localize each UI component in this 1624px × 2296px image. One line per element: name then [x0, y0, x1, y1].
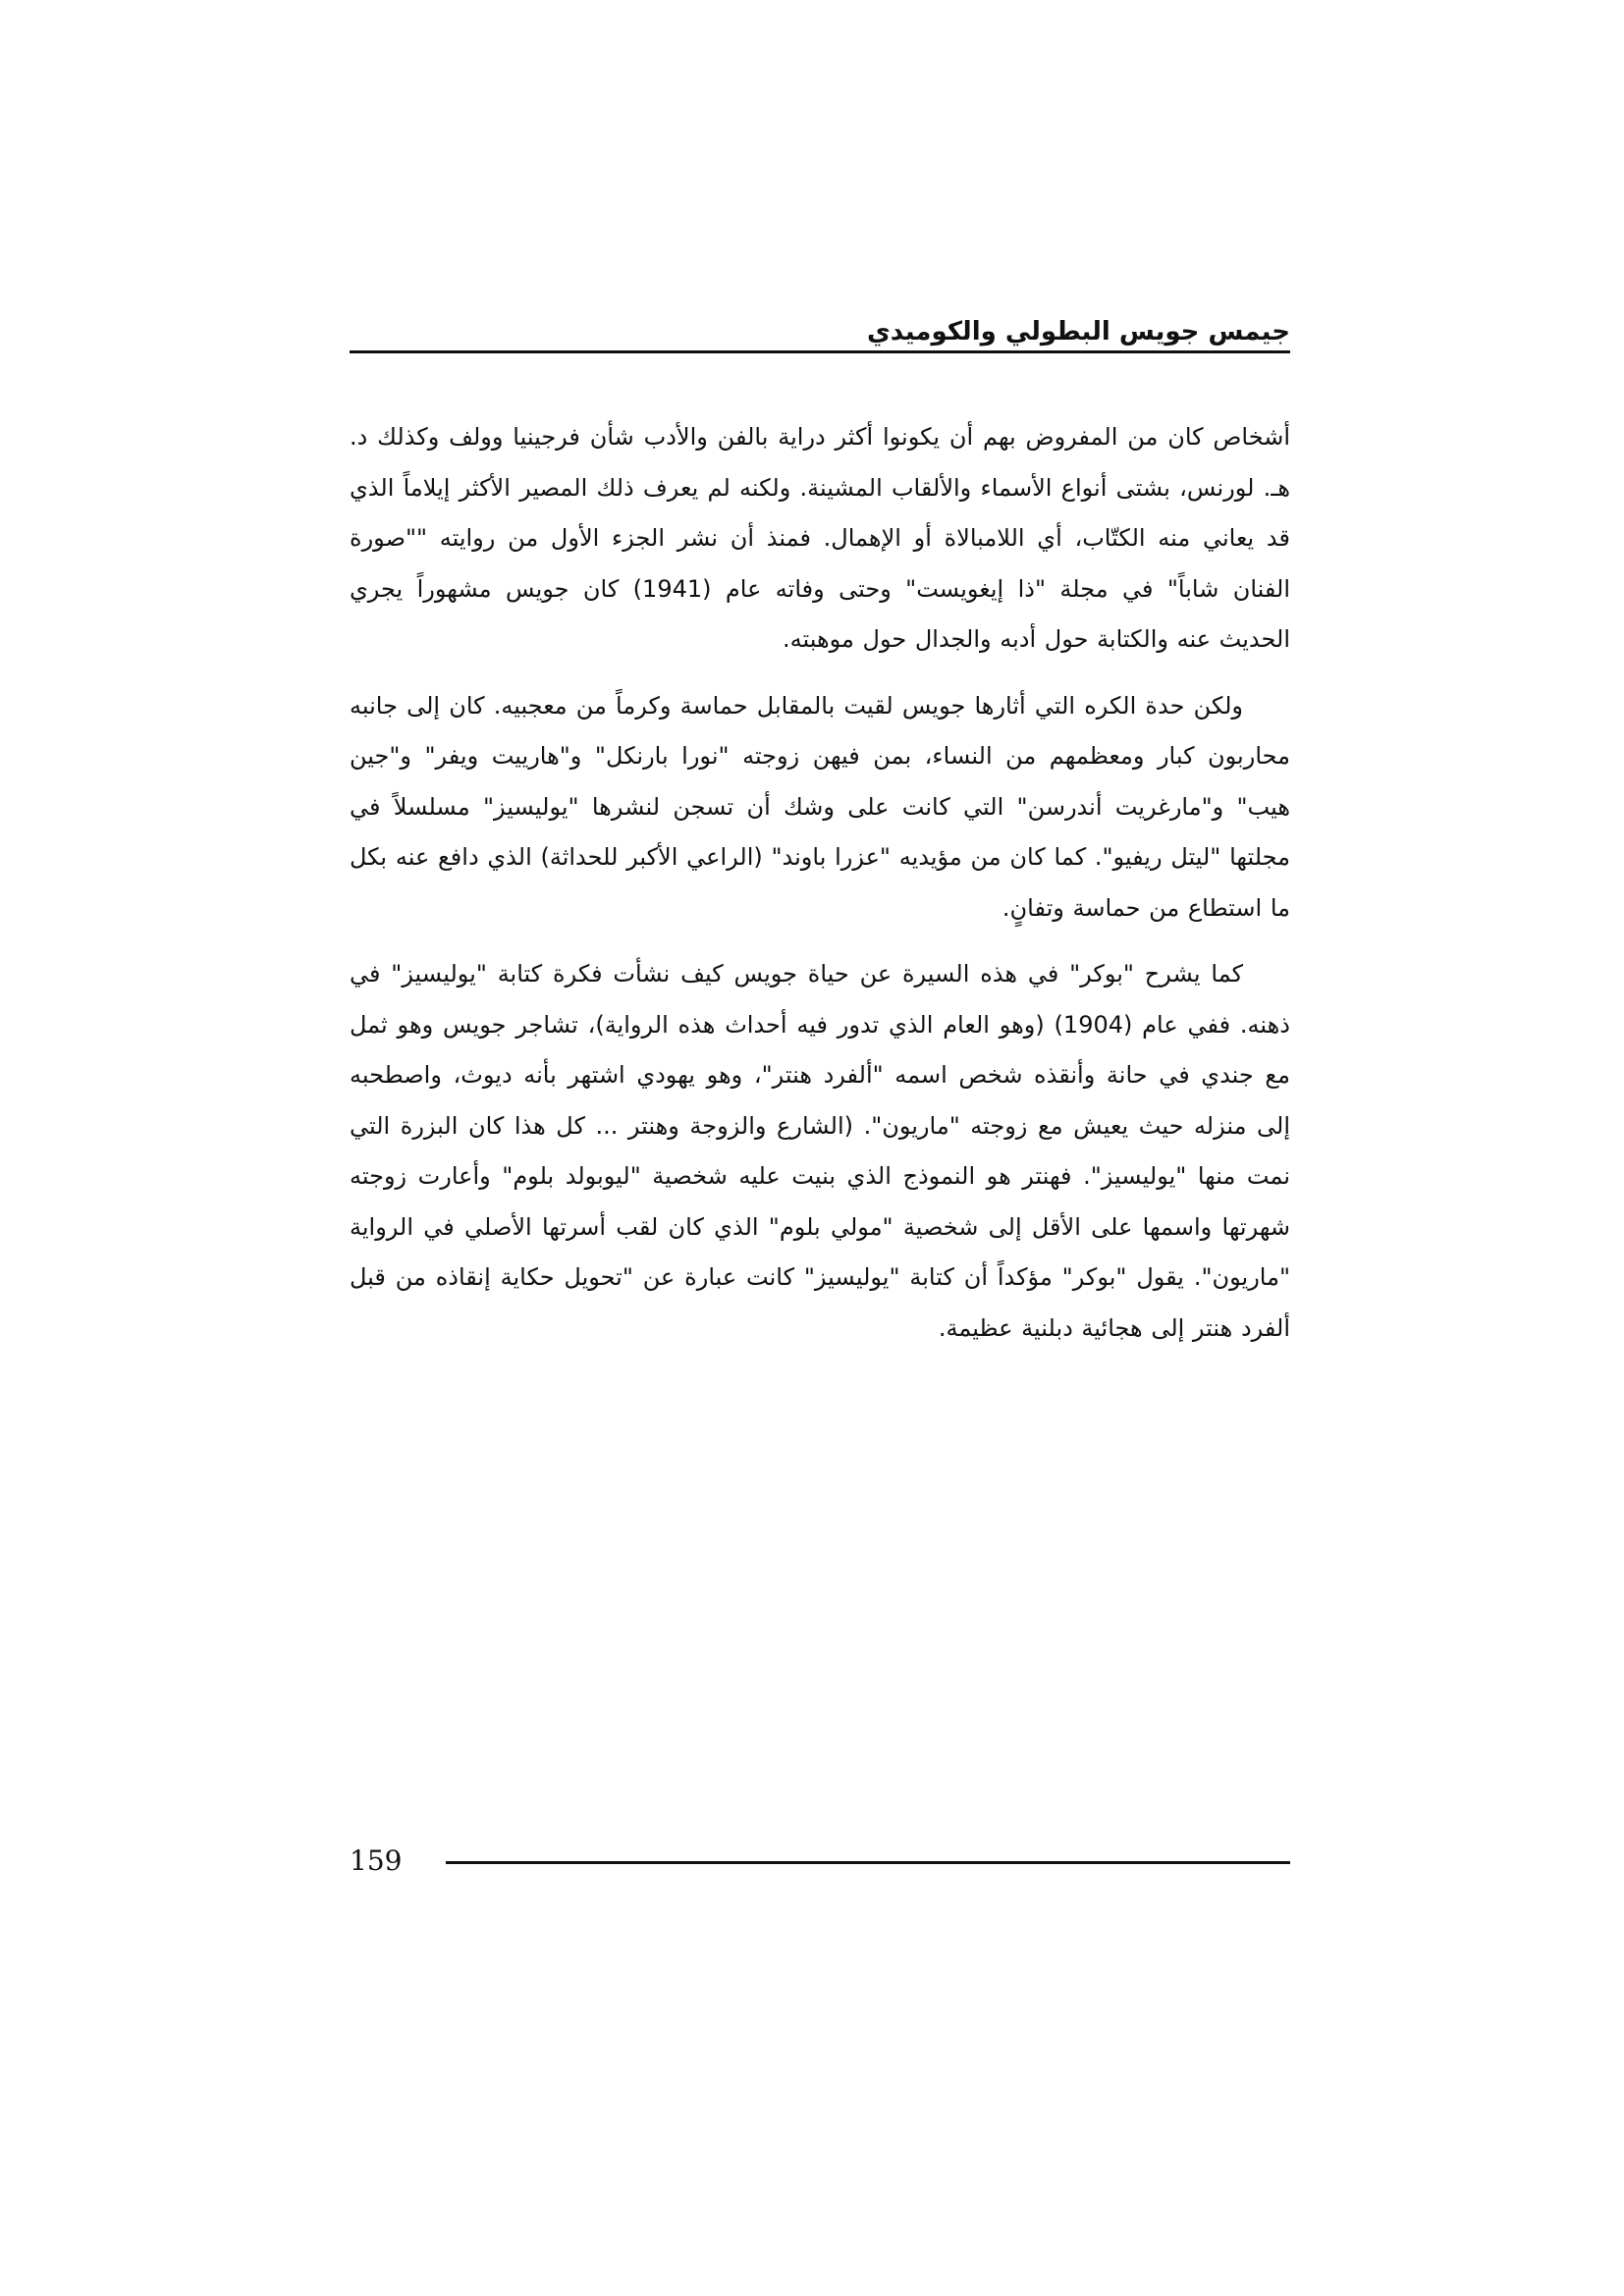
- running-head-title: جيمس جويس البطولي والكوميدي: [866, 317, 1290, 347]
- paragraph-1: أشخاص كان من المفروض بهم أن يكونوا أكثر دراية بالفن والأدب شأن فرجينيا وولف وكذلك د. هـ. لورنس، بشتى أنواع الأسماء والألقاب المشينة. ولكنه لم يعرف ذلك المصير الأكثر إيلاماً الذي قد يعاني منه الكتّاب، أي اللامبالاة أو الإهمال. فمنذ أن نشر الجزء الأول من روايته ""صورة الفنان شاباً" في مجلة "ذا إيغويست" وحتى وفاته عام (1941) كان جويس مشهوراً يجري الحديث عنه والكتابة حول أدبه والجدال حول موهبته.: [350, 423, 1291, 653]
- page-number: 159: [350, 1844, 403, 1877]
- header-rule: [350, 350, 1290, 353]
- paragraph-3: كما يشرح "بوكر" في هذه السيرة عن حياة جويس كيف نشأت فكرة كتابة "يوليسيز" في ذهنه. ففي عام (1904) (وهو العام الذي تدور فيه أحداث هذه الرواية)، تشاجر جويس وهو ثمل مع جندي في حانة وأنقذه شخص اسمه "ألفرد هنتر"، وهو يهودي اشتهر بأنه ديوث، واصطحبه إلى منزله حيث يعيش مع زوجته "ماريون". (الشارع والزوجة وهنتر ... كل هذا كان البزرة التي نمت منها "يوليسيز". فهنتر هو النموذج الذي بنيت عليه شخصية "ليوبولد بلوم" وأعارت زوجته شهرتها واسمها على الأقل إلى شخصية "مولي بلوم" الذي كان لقب أسرتها الأصلي في الرواية "ماريون". يقول "بوكر" مؤكداً أن كتابة "يوليسيز" كانت عبارة عن "تحويل حكاية إنقاذه من قبل ألفرد هنتر إلى هجائية دبلنية عظيمة.: [350, 960, 1290, 1342]
- paragraph-2: ولكن حدة الكره التي أثارها جويس لقيت بالمقابل حماسة وكرماً من معجبيه. كان إلى جانبه محاربون كبار ومعظمهم من النساء، بمن فيهن زوجته "نورا بارنكل" و"هارييت ويفر" و"جين هيب" و"مارغريت أندرسن" التي كانت على وشك أن تسجن لنشرها "يوليسيز" مسلسلاً في مجلتها "ليتل ريفيو". كما كان من مؤيديه "عزرا باوند" (الراعي الأكبر للحداثة) الذي دافع عنه بكل ما استطاع من حماسة وتفانٍ.: [350, 691, 1290, 922]
- footer-rule: [446, 1861, 1290, 1864]
- body-text: [350, 412, 1290, 1369]
